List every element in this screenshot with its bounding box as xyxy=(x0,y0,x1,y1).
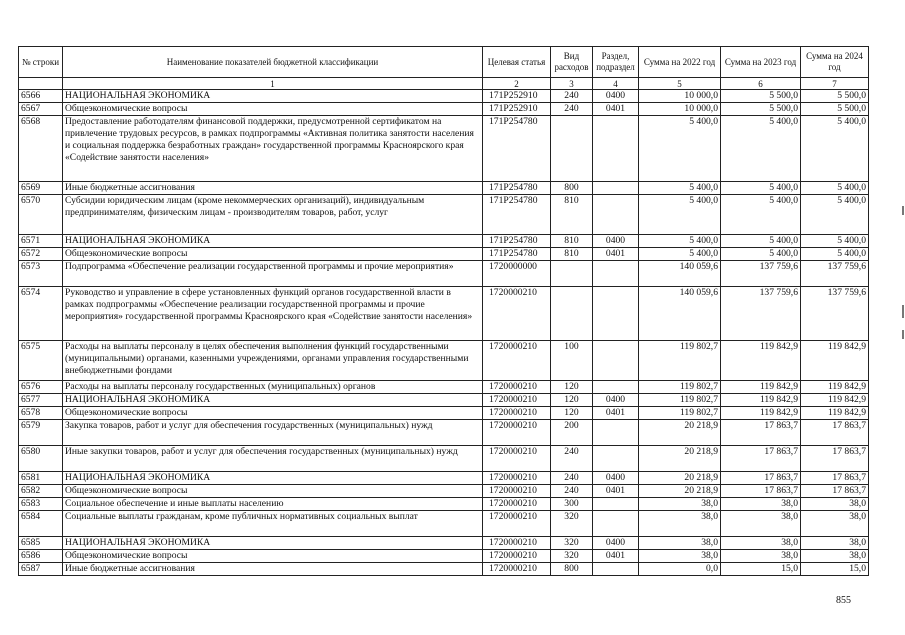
row-target-article: 1720000210 xyxy=(483,485,551,498)
scan-edge-mark xyxy=(902,330,904,339)
row-number: 6587 xyxy=(19,563,63,576)
row-number: 6566 xyxy=(19,90,63,103)
row-sum-2022: 5 400,0 xyxy=(639,235,721,248)
row-sum-2024: 15,0 xyxy=(801,563,869,576)
row-sum-2022: 38,0 xyxy=(639,498,721,511)
row-number: 6576 xyxy=(19,381,63,394)
row-name: Иные бюджетные ассигнования xyxy=(63,182,483,195)
row-name: Общеэкономические вопросы xyxy=(63,485,483,498)
table-row xyxy=(19,485,869,498)
row-sum-2024: 5 400,0 xyxy=(801,195,869,235)
header-target-article: Целевая статья xyxy=(483,47,551,78)
row-section: 0400 xyxy=(593,394,639,407)
row-number: 6580 xyxy=(19,446,63,472)
row-target-article: 1720000210 xyxy=(483,446,551,472)
row-section xyxy=(593,563,639,576)
row-expense-type: 240 xyxy=(551,103,593,116)
row-target-article: 171P254780 xyxy=(483,116,551,182)
row-target-article: 171P254780 xyxy=(483,235,551,248)
row-sum-2023: 137 759,6 xyxy=(721,261,801,287)
row-number: 6571 xyxy=(19,235,63,248)
row-sum-2022: 20 218,9 xyxy=(639,446,721,472)
row-target-article: 1720000210 xyxy=(483,407,551,420)
row-sum-2022: 20 218,9 xyxy=(639,472,721,485)
row-sum-2023: 38,0 xyxy=(721,511,801,537)
column-number-2: 2 xyxy=(483,78,551,90)
table-row xyxy=(19,116,869,182)
row-expense-type: 300 xyxy=(551,498,593,511)
row-sum-2022: 119 802,7 xyxy=(639,394,721,407)
row-sum-2022: 20 218,9 xyxy=(639,485,721,498)
column-number-blank xyxy=(19,78,63,90)
header-name: Наименование показателей бюджетной классификации xyxy=(63,47,483,78)
row-sum-2024: 17 863,7 xyxy=(801,472,869,485)
row-target-article: 1720000210 xyxy=(483,511,551,537)
row-sum-2023: 38,0 xyxy=(721,537,801,550)
row-name: Общеэкономические вопросы xyxy=(63,248,483,261)
row-target-article: 1720000210 xyxy=(483,472,551,485)
row-sum-2023: 5 500,0 xyxy=(721,90,801,103)
row-target-article: 1720000210 xyxy=(483,394,551,407)
row-name: НАЦИОНАЛЬНАЯ ЭКОНОМИКА xyxy=(63,235,483,248)
row-name: Предоставление работодателям финансовой поддержки, предусмотренной сертификатом на привлечение трудовых ресурсов, в рамках подпрограммы «Активная политика занятости населения и социальная поддержка безработных граждан» государственной программы Красноярского края «Содействие занятости населения» xyxy=(63,116,483,182)
row-sum-2022: 10 000,0 xyxy=(639,90,721,103)
row-expense-type: 120 xyxy=(551,407,593,420)
row-sum-2022: 5 400,0 xyxy=(639,195,721,235)
row-sum-2024: 5 400,0 xyxy=(801,182,869,195)
row-sum-2024: 119 842,9 xyxy=(801,381,869,394)
row-target-article: 1720000210 xyxy=(483,287,551,341)
row-target-article: 1720000210 xyxy=(483,498,551,511)
header-sum-2024: Сумма на 2024 год xyxy=(801,47,869,78)
page-number: 855 xyxy=(836,595,851,606)
table-row xyxy=(19,261,869,287)
row-expense-type xyxy=(551,287,593,341)
table-row xyxy=(19,498,869,511)
row-number: 6579 xyxy=(19,420,63,446)
table-row xyxy=(19,248,869,261)
table-row xyxy=(19,182,869,195)
row-sum-2023: 119 842,9 xyxy=(721,407,801,420)
row-section: 0401 xyxy=(593,550,639,563)
row-sum-2023: 17 863,7 xyxy=(721,420,801,446)
row-name: НАЦИОНАЛЬНАЯ ЭКОНОМИКА xyxy=(63,472,483,485)
row-sum-2024: 38,0 xyxy=(801,498,869,511)
row-target-article: 171P254780 xyxy=(483,195,551,235)
row-sum-2023: 119 842,9 xyxy=(721,394,801,407)
row-number: 6567 xyxy=(19,103,63,116)
row-target-article: 1720000210 xyxy=(483,563,551,576)
row-sum-2023: 17 863,7 xyxy=(721,472,801,485)
row-target-article: 1720000000 xyxy=(483,261,551,287)
row-sum-2022: 0,0 xyxy=(639,563,721,576)
row-section xyxy=(593,182,639,195)
row-sum-2022: 5 400,0 xyxy=(639,248,721,261)
row-sum-2023: 38,0 xyxy=(721,550,801,563)
row-number: 6586 xyxy=(19,550,63,563)
row-expense-type: 240 xyxy=(551,90,593,103)
row-number: 6583 xyxy=(19,498,63,511)
row-expense-type xyxy=(551,261,593,287)
row-sum-2023: 5 400,0 xyxy=(721,248,801,261)
column-number-6: 6 xyxy=(721,78,801,90)
row-expense-type xyxy=(551,116,593,182)
row-sum-2024: 38,0 xyxy=(801,550,869,563)
row-sum-2022: 5 400,0 xyxy=(639,182,721,195)
row-section xyxy=(593,287,639,341)
row-section xyxy=(593,498,639,511)
row-name: Общеэкономические вопросы xyxy=(63,103,483,116)
row-sum-2024: 38,0 xyxy=(801,537,869,550)
row-sum-2022: 119 802,7 xyxy=(639,341,721,381)
row-number: 6577 xyxy=(19,394,63,407)
table-row xyxy=(19,407,869,420)
table-row xyxy=(19,563,869,576)
header-section: Раздел, подраздел xyxy=(593,47,639,78)
row-sum-2024: 137 759,6 xyxy=(801,261,869,287)
table-row xyxy=(19,381,869,394)
row-number: 6574 xyxy=(19,287,63,341)
row-name: Расходы на выплаты персоналу в целях обеспечения выполнения функций государственными (муниципальными) органами, казенными учреждениями, органами управления государственными внебюджетными фондами xyxy=(63,341,483,381)
column-number-4: 4 xyxy=(593,78,639,90)
row-sum-2023: 137 759,6 xyxy=(721,287,801,341)
row-expense-type: 240 xyxy=(551,485,593,498)
row-target-article: 1720000210 xyxy=(483,537,551,550)
row-section xyxy=(593,420,639,446)
row-sum-2022: 140 059,6 xyxy=(639,261,721,287)
row-name: НАЦИОНАЛЬНАЯ ЭКОНОМИКА xyxy=(63,537,483,550)
row-sum-2022: 20 218,9 xyxy=(639,420,721,446)
row-sum-2024: 5 400,0 xyxy=(801,116,869,182)
row-name: Социальные выплаты гражданам, кроме публичных нормативных социальных выплат xyxy=(63,511,483,537)
row-name: Общеэкономические вопросы xyxy=(63,407,483,420)
row-section: 0400 xyxy=(593,472,639,485)
row-sum-2023: 5 400,0 xyxy=(721,116,801,182)
row-section xyxy=(593,116,639,182)
row-sum-2023: 15,0 xyxy=(721,563,801,576)
row-sum-2022: 38,0 xyxy=(639,537,721,550)
row-name: Закупка товаров, работ и услуг для обеспечения государственных (муниципальных) нужд xyxy=(63,420,483,446)
row-sum-2024: 5 500,0 xyxy=(801,90,869,103)
header-sum-2023: Сумма на 2023 год xyxy=(721,47,801,78)
row-sum-2024: 137 759,6 xyxy=(801,287,869,341)
row-expense-type: 200 xyxy=(551,420,593,446)
table-row xyxy=(19,446,869,472)
row-expense-type: 810 xyxy=(551,248,593,261)
row-sum-2024: 5 500,0 xyxy=(801,103,869,116)
row-sum-2022: 5 400,0 xyxy=(639,116,721,182)
row-section: 0401 xyxy=(593,407,639,420)
row-name: Расходы на выплаты персоналу государственных (муниципальных) органов xyxy=(63,381,483,394)
row-section: 0401 xyxy=(593,248,639,261)
row-sum-2022: 119 802,7 xyxy=(639,381,721,394)
table-row xyxy=(19,537,869,550)
row-sum-2022: 10 000,0 xyxy=(639,103,721,116)
row-sum-2022: 140 059,6 xyxy=(639,287,721,341)
row-expense-type: 810 xyxy=(551,195,593,235)
column-number-7: 7 xyxy=(801,78,869,90)
row-sum-2023: 5 400,0 xyxy=(721,195,801,235)
column-number-3: 3 xyxy=(551,78,593,90)
row-section: 0401 xyxy=(593,103,639,116)
budget-table xyxy=(18,46,869,576)
row-section: 0400 xyxy=(593,537,639,550)
row-sum-2024: 119 842,9 xyxy=(801,407,869,420)
row-expense-type: 320 xyxy=(551,550,593,563)
row-sum-2023: 38,0 xyxy=(721,498,801,511)
table-row xyxy=(19,90,869,103)
row-number: 6578 xyxy=(19,407,63,420)
row-section: 0400 xyxy=(593,235,639,248)
row-sum-2024: 17 863,7 xyxy=(801,420,869,446)
row-target-article: 1720000210 xyxy=(483,381,551,394)
row-sum-2023: 17 863,7 xyxy=(721,485,801,498)
row-expense-type: 800 xyxy=(551,563,593,576)
row-target-article: 171P252910 xyxy=(483,90,551,103)
row-number: 6581 xyxy=(19,472,63,485)
row-name: Общеэкономические вопросы xyxy=(63,550,483,563)
row-sum-2022: 38,0 xyxy=(639,550,721,563)
row-number: 6568 xyxy=(19,116,63,182)
row-sum-2024: 5 400,0 xyxy=(801,248,869,261)
row-number: 6570 xyxy=(19,195,63,235)
row-name: Иные закупки товаров, работ и услуг для обеспечения государственных (муниципальных) нужд xyxy=(63,446,483,472)
table-row xyxy=(19,550,869,563)
row-sum-2023: 119 842,9 xyxy=(721,381,801,394)
row-section xyxy=(593,261,639,287)
row-number: 6584 xyxy=(19,511,63,537)
row-sum-2024: 5 400,0 xyxy=(801,235,869,248)
row-target-article: 171P254780 xyxy=(483,248,551,261)
row-sum-2023: 5 500,0 xyxy=(721,103,801,116)
scan-edge-mark xyxy=(902,305,904,318)
table-row xyxy=(19,235,869,248)
row-sum-2022: 119 802,7 xyxy=(639,407,721,420)
table-row xyxy=(19,511,869,537)
row-target-article: 1720000210 xyxy=(483,550,551,563)
row-number: 6575 xyxy=(19,341,63,381)
row-name: Руководство и управление в сфере установленных функций органов государственной власти в рамках подпрограммы «Обеспечение реализации государственной программы и прочие мероприятия» государственной программы Красноярского края «Содействие занятости населения» xyxy=(63,287,483,341)
row-number: 6573 xyxy=(19,261,63,287)
header-expense-type: Вид расходов xyxy=(551,47,593,78)
row-sum-2023: 119 842,9 xyxy=(721,341,801,381)
table-row xyxy=(19,287,869,341)
table-row xyxy=(19,195,869,235)
row-name: Субсидии юридическим лицам (кроме некоммерческих организаций), индивидуальным предпринимателям, физическим лицам - производителям товаров, работ, услуг xyxy=(63,195,483,235)
row-expense-type: 240 xyxy=(551,472,593,485)
row-number: 6569 xyxy=(19,182,63,195)
row-expense-type: 120 xyxy=(551,394,593,407)
table-row xyxy=(19,394,869,407)
row-section: 0400 xyxy=(593,90,639,103)
row-section xyxy=(593,195,639,235)
table-row xyxy=(19,420,869,446)
row-name: НАЦИОНАЛЬНАЯ ЭКОНОМИКА xyxy=(63,394,483,407)
scan-edge-mark xyxy=(902,206,904,215)
row-section: 0401 xyxy=(593,485,639,498)
row-number: 6572 xyxy=(19,248,63,261)
row-target-article: 171P252910 xyxy=(483,103,551,116)
row-expense-type: 100 xyxy=(551,341,593,381)
row-sum-2023: 17 863,7 xyxy=(721,446,801,472)
row-number: 6582 xyxy=(19,485,63,498)
row-expense-type: 320 xyxy=(551,537,593,550)
table-row xyxy=(19,472,869,485)
column-number-5: 5 xyxy=(639,78,721,90)
row-sum-2024: 17 863,7 xyxy=(801,485,869,498)
row-sum-2024: 119 842,9 xyxy=(801,394,869,407)
row-name: Социальное обеспечение и иные выплаты населению xyxy=(63,498,483,511)
table-row xyxy=(19,341,869,381)
row-name: НАЦИОНАЛЬНАЯ ЭКОНОМИКА xyxy=(63,90,483,103)
row-sum-2024: 17 863,7 xyxy=(801,446,869,472)
row-expense-type: 800 xyxy=(551,182,593,195)
row-expense-type: 120 xyxy=(551,381,593,394)
row-name: Иные бюджетные ассигнования xyxy=(63,563,483,576)
table-row xyxy=(19,103,869,116)
row-expense-type: 320 xyxy=(551,511,593,537)
row-number: 6585 xyxy=(19,537,63,550)
row-target-article: 1720000210 xyxy=(483,420,551,446)
row-expense-type: 240 xyxy=(551,446,593,472)
row-sum-2024: 38,0 xyxy=(801,511,869,537)
row-sum-2022: 38,0 xyxy=(639,511,721,537)
header-sum-2022: Сумма на 2022 год xyxy=(639,47,721,78)
header-row-number: № строки xyxy=(19,47,63,78)
row-target-article: 171P254780 xyxy=(483,182,551,195)
row-section xyxy=(593,511,639,537)
column-number-1: 1 xyxy=(63,78,483,90)
row-name: Подпрограмма «Обеспечение реализации государственной программы и прочие мероприятия» xyxy=(63,261,483,287)
row-expense-type: 810 xyxy=(551,235,593,248)
row-section xyxy=(593,341,639,381)
row-section xyxy=(593,381,639,394)
row-section xyxy=(593,446,639,472)
row-target-article: 1720000210 xyxy=(483,341,551,381)
row-sum-2024: 119 842,9 xyxy=(801,341,869,381)
row-sum-2023: 5 400,0 xyxy=(721,235,801,248)
row-sum-2023: 5 400,0 xyxy=(721,182,801,195)
